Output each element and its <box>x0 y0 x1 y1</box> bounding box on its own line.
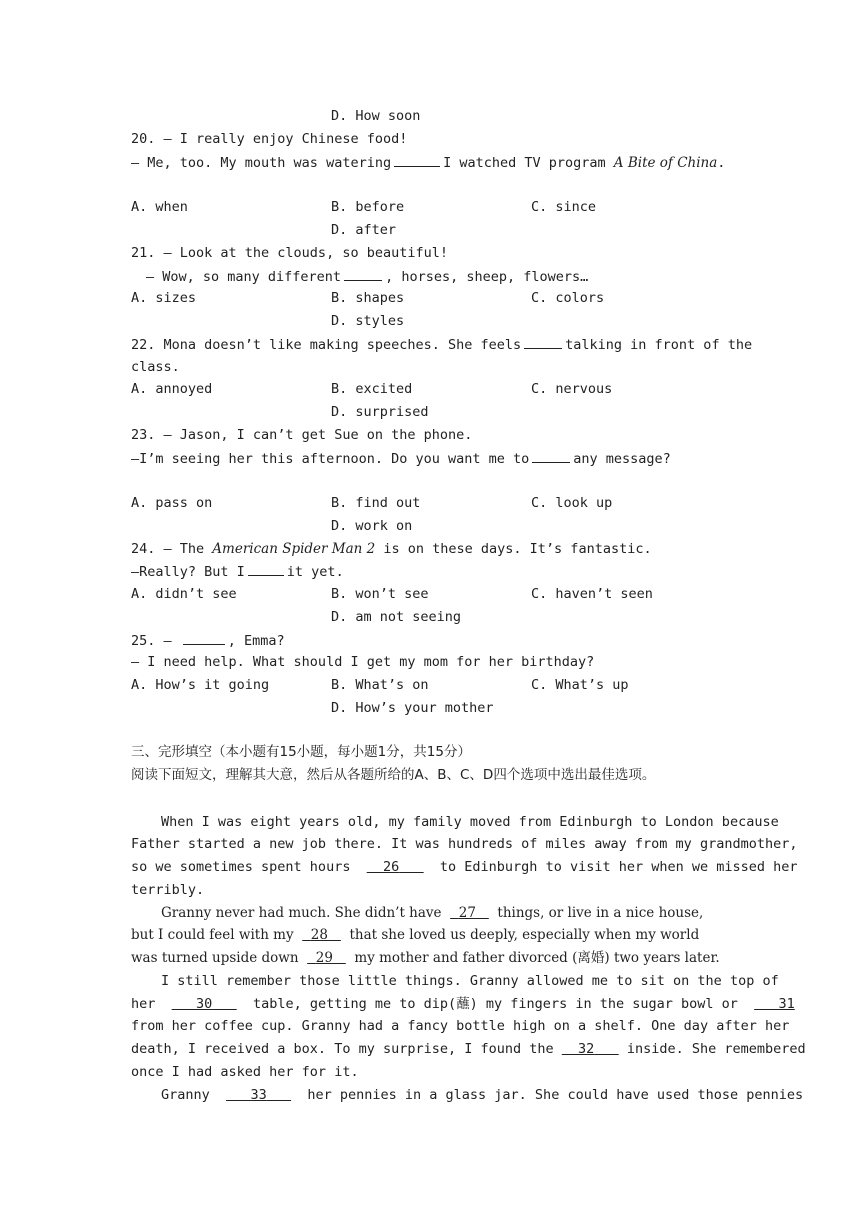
blank-30 <box>172 996 237 1012</box>
q21-option-c: C. colors <box>531 290 605 306</box>
q23-text-a: —I’m seeing her this afternoon. Do you want me to <box>131 451 530 467</box>
p3l4-text-a: death, I received a box. To my surprise, I found the <box>131 1041 554 1057</box>
q24-question <box>131 540 652 558</box>
q21-question: 21. — Look at the clouds, so beautiful! <box>131 245 448 261</box>
blank-28-number: 28 <box>310 927 328 943</box>
q22-option-b: B. excited <box>331 381 413 397</box>
q24-text-d: it yet. <box>286 564 344 580</box>
p2l2-text-a: but I could feel with my <box>131 927 294 943</box>
q20-option-b: B. before <box>331 199 405 215</box>
q23-question: 23. — Jason, I can’t get Sue on the phone. <box>131 427 473 443</box>
q21-option-b: B. shapes <box>331 290 405 306</box>
q22-option-c: C. nervous <box>531 381 613 397</box>
q22-question-cont: class. <box>131 359 180 375</box>
q25-response: — I need help. What should I get my mom for her birthday? <box>131 654 595 670</box>
q21-option-a: A. sizes <box>131 290 197 306</box>
q24-option-b: B. won’t see <box>331 586 429 602</box>
blank-30-number: 30 <box>196 996 213 1012</box>
q20-blank <box>394 153 440 167</box>
q25-option-c: C. What’s up <box>531 677 629 693</box>
q24-title: American Spider Man 2 <box>212 541 376 557</box>
q20-title: A Bite of China <box>613 155 718 171</box>
p3l2-text-b: table, getting me to dip(蘸) my fingers in the sugar bowl or <box>252 996 738 1012</box>
blank-32 <box>562 1041 619 1057</box>
blank-27 <box>450 905 489 921</box>
section-instruction: 阅读下面短文，理解其大意，然后从各题所给的A、B、C、D四个选项中选出最佳选项。 <box>131 767 656 783</box>
q25-text-b: , Emma? <box>227 633 285 649</box>
q24-option-a: A. didn’t see <box>131 586 237 602</box>
q22-question <box>131 335 752 354</box>
q22-option-d: D. surprised <box>331 404 429 420</box>
passage-p3-line4 <box>131 1040 806 1058</box>
q22-blank <box>524 335 562 349</box>
q21-response <box>146 267 588 286</box>
blank-28 <box>302 927 341 943</box>
blank-33-number: 33 <box>250 1087 267 1103</box>
q24-text-b: is on these days. It’s fantastic. <box>383 541 652 557</box>
p2l3-text-a: was turned upside down <box>131 950 299 966</box>
blank-26 <box>367 859 424 875</box>
q25-option-b: B. What’s on <box>331 677 429 693</box>
blank-33 <box>226 1087 291 1103</box>
passage-p3-line1: I still remember those little things. Granny allowed me to sit on the top of <box>161 973 779 989</box>
q20-option-a: A. when <box>131 199 188 215</box>
p2l1-text-a: Granny never had much. She didn’t have <box>161 905 442 921</box>
q22-option-a: A. annoyed <box>131 381 213 397</box>
q25-option-d: D. How’s your mother <box>331 700 494 716</box>
q23-option-c: C. look up <box>531 495 613 511</box>
q23-text-b: any message? <box>573 451 671 467</box>
q25-question <box>131 631 285 650</box>
p4l1-text-b: her pennies in a glass jar. She could have used those pennies <box>307 1087 804 1103</box>
q25-blank <box>183 631 225 645</box>
q20-text-a: — Me, too. My mouth was watering <box>131 155 392 171</box>
q24-option-d: D. am not seeing <box>331 609 462 625</box>
p2l2-text-b: that she loved us deeply, especially when my world <box>349 927 700 943</box>
blank-29-number: 29 <box>315 950 333 966</box>
passage-p2-line1 <box>161 904 703 922</box>
q21-text-a: — Wow, so many different <box>146 269 342 285</box>
p3l2-text-a: her <box>131 996 156 1012</box>
p3l4-text-b: inside. She remembered <box>626 1041 806 1057</box>
q23-option-a: A. pass on <box>131 495 213 511</box>
q24-response <box>131 562 344 581</box>
q20-option-d: D. after <box>331 222 397 238</box>
q20-text-b: I watched TV program <box>443 155 606 171</box>
p1l3-text-b: to Edinburgh to visit her when we missed her <box>439 859 798 875</box>
passage-p1-line1: When I was eight years old, my family moved from Edinburgh to London because <box>161 814 779 830</box>
q23-option-d: D. work on <box>331 518 413 534</box>
passage-p3-line5: once I had asked her for it. <box>131 1064 359 1080</box>
q23-option-b: B. find out <box>331 495 421 511</box>
p4l1-text-a: Granny <box>161 1087 210 1103</box>
q24-text-a: 24. — The <box>131 541 205 557</box>
passage-p2-line3 <box>131 949 720 967</box>
blank-31 <box>754 996 795 1012</box>
passage-p2-line2 <box>131 926 699 944</box>
q20-option-c: C. since <box>531 199 597 215</box>
passage-p1-line4: terribly. <box>131 882 205 898</box>
q24-text-c: —Really? But I <box>131 564 245 580</box>
q22-text-b: talking in front of the <box>565 337 753 353</box>
blank-29 <box>307 950 346 966</box>
passage-p4-line1 <box>161 1086 803 1104</box>
q24-blank <box>248 562 284 576</box>
q25-option-a: A. How’s it going <box>131 677 270 693</box>
q21-option-d: D. styles <box>331 313 405 329</box>
q21-text-b: , horses, sheep, flowers… <box>385 269 589 285</box>
q21-blank <box>344 267 382 281</box>
q20-question: 20. — I really enjoy Chinese food! <box>131 131 408 147</box>
q23-response <box>131 449 671 468</box>
q25-text-a: 25. — <box>131 633 172 649</box>
q19-option-d: D. How soon <box>331 108 421 124</box>
passage-p3-line3: from her coffee cup. Granny had a fancy bottle high on a shelf. One day after her <box>131 1018 790 1034</box>
blank-26-number: 26 <box>382 859 400 875</box>
blank-31-number: 31 <box>778 996 795 1012</box>
q22-text-a: 22. Mona doesn’t like making speeches. She feels <box>131 337 522 353</box>
q20-end: . <box>717 155 726 171</box>
p2l1-text-b: things, or live in a nice house, <box>497 905 704 921</box>
p1l3-text-a: so we sometimes spent hours <box>131 859 351 875</box>
section-heading: 三、完形填空（本小题有15小题，每小题1分，共15分） <box>131 744 471 760</box>
q24-option-c: C. haven’t seen <box>531 586 653 602</box>
blank-27-number: 27 <box>458 905 476 921</box>
q23-blank <box>532 449 570 463</box>
blank-32-number: 32 <box>578 1041 595 1057</box>
passage-p1-line2: Father started a new job there. It was hundreds of miles away from my grandmother, <box>131 836 798 852</box>
q20-response <box>131 153 725 172</box>
passage-p1-line3 <box>131 858 798 876</box>
p2l3-text-b: my mother and father divorced (离婚) two years later. <box>354 950 720 966</box>
passage-p3-line2 <box>131 995 795 1013</box>
